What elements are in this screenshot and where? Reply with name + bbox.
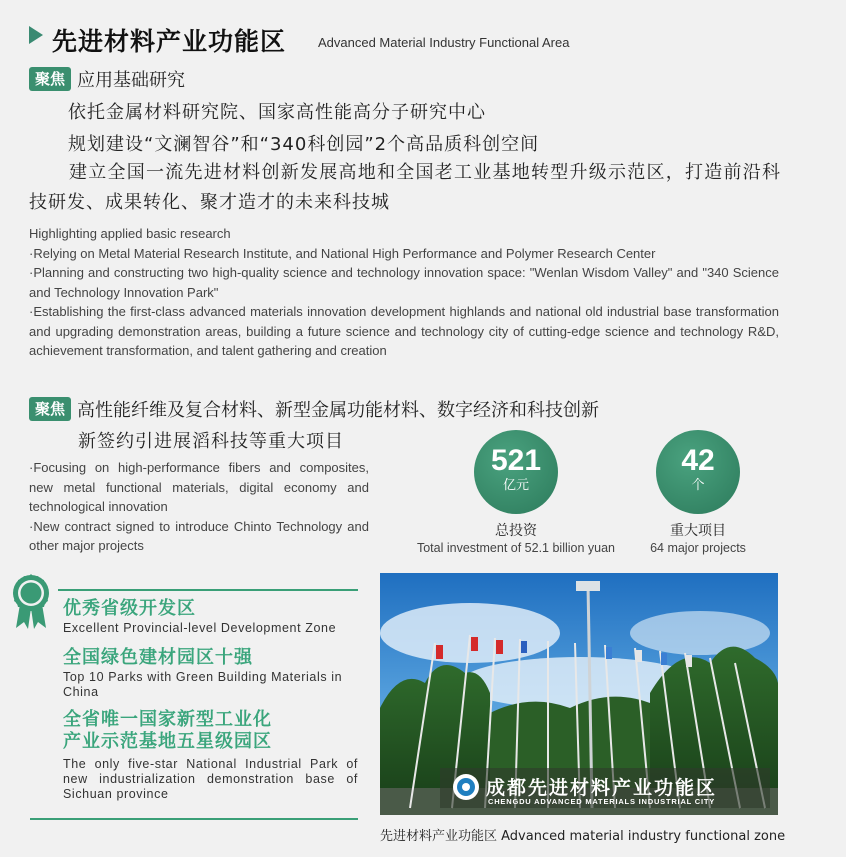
focus2-heading: 高性能纤维及复合材料、新型金属功能材料、数字经济和科技创新 [77, 400, 600, 421]
photo-sign-text: 成都先进材料产业功能区 [486, 777, 718, 799]
focus1-en-item: ·Establishing the first-class advanced materials innovation development highlands and national old industrial base transformation and upgrading demonstration areas, building a future science and technology city of cutting-edge science and technology R&D, achievement transformation, and talent gathering and creation [29, 304, 779, 358]
focus1-heading-row [29, 66, 185, 92]
focus2-english [29, 458, 369, 556]
stat-value: 42 [681, 444, 715, 477]
focus1-english [29, 224, 779, 361]
stat-value: 521 [490, 444, 542, 477]
stat-unit: 亿元 [502, 478, 529, 493]
award-subtitle: The only five-star National Industrial Park of new industrialization demonstration base of Sichuan province [63, 757, 358, 801]
focus1-line1: 依托金属材料研究院、国家高性能高分子研究中心 [68, 102, 486, 123]
photo-caption: 先进材料产业功能区 Advanced material industry functional zone [380, 829, 786, 844]
stat-unit: 个 [691, 478, 705, 493]
award-title: 全省唯一国家新型工业化 产业示范基地五星级园区 [63, 709, 272, 752]
stat-label: 重大项目 [670, 523, 726, 539]
stat-label-en: 64 major projects [650, 541, 746, 555]
focus1-en-item: ·Relying on Metal Material Research Institute, and National High Performance and Polymer Research Center [29, 245, 656, 261]
award-divider [30, 818, 358, 820]
focus2-en-item: ·New contract signed to introduce Chinto Technology and other major projects [29, 518, 369, 553]
page-title: 先进材料产业功能区 [52, 27, 287, 56]
award-divider [58, 589, 358, 591]
park-entrance-photo [380, 573, 778, 815]
award-medal-icon [10, 572, 52, 630]
focus-badge: 聚焦 [29, 67, 71, 91]
stat-label: 总投资 [495, 523, 537, 539]
award-title: 全国绿色建材园区十强 [63, 647, 253, 668]
focus-badge: 聚焦 [29, 397, 71, 421]
focus2-line1: 新签约引进展滔科技等重大项目 [78, 431, 344, 452]
focus1-en-item: ·Planning and constructing two high-quality science and technology innovation space: "Wenlan Wisdom Valley" and "340 Science and Technology Innovation Park" [29, 265, 779, 300]
stat-label-en: Total investment of 52.1 billion yuan [416, 541, 616, 555]
focus2-heading-row [29, 396, 599, 422]
award-subtitle: Top 10 Parks with Green Building Materials in China [63, 670, 343, 699]
award-subtitle: Excellent Provincial-level Development Zone [63, 621, 337, 635]
stat-circle-investment [474, 430, 558, 514]
focus1-line2: 规划建设“文澜智谷”和“340科创园”2个高品质科创空间 [68, 134, 540, 155]
title-arrow-icon [29, 26, 43, 44]
focus1-line3: 建立全国一流先进材料创新发展高地和全国老工业基地转型升级示范区，打造前沿科技研发、成果转化、聚才造才的未来科技城 [29, 162, 781, 213]
focus1-heading: 应用基础研究 [77, 70, 186, 91]
page-subtitle: Advanced Material Industry Functional Area [318, 35, 570, 50]
award-title: 优秀省级开发区 [63, 598, 196, 619]
focus1-en-heading: Highlighting applied basic research [29, 226, 231, 241]
photo-sign-text-en: CHENGDU ADVANCED MATERIALS INDUSTRIAL CITY [488, 797, 716, 806]
stat-circle-projects [656, 430, 740, 514]
focus2-en-item: ·Focusing on high-performance fibers and composites, new metal functional materials, digital economy and technological innovation [29, 460, 369, 514]
